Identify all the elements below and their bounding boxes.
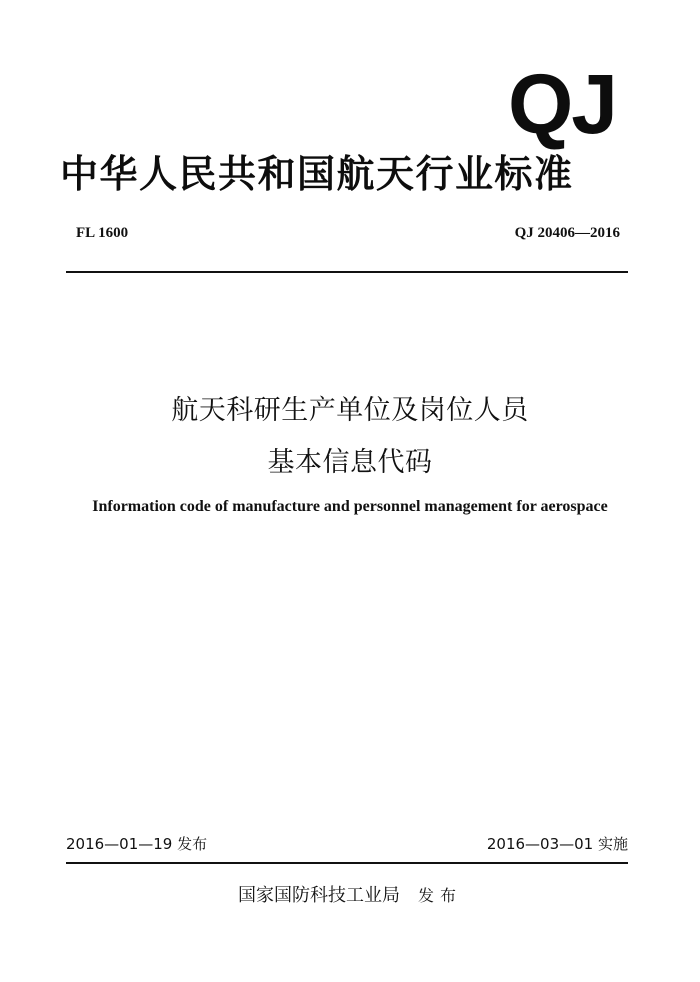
qj-logo: QJ	[507, 57, 616, 151]
document-title-line-2: 基本信息代码	[267, 447, 433, 478]
bottom-divider	[66, 862, 628, 864]
issue-date: 2016—01—19 发布	[66, 835, 208, 853]
standard-number: QJ 20406—2016	[514, 225, 620, 241]
publisher-action: 发布	[417, 886, 462, 905]
publisher-name: 国家国防科技工业局	[237, 885, 400, 906]
classification-code: FL 1600	[76, 225, 129, 241]
document-title-english: Information code of manufacture and personnel management for aerospace	[92, 498, 608, 515]
publisher-line	[0, 884, 700, 908]
top-divider	[66, 271, 628, 273]
implementation-date: 2016—03—01 实施	[486, 835, 628, 853]
standard-category-title: 中华人民共和国航天行业标准	[60, 152, 574, 196]
document-title-line-1: 航天科研生产单位及岗位人员	[171, 395, 529, 426]
